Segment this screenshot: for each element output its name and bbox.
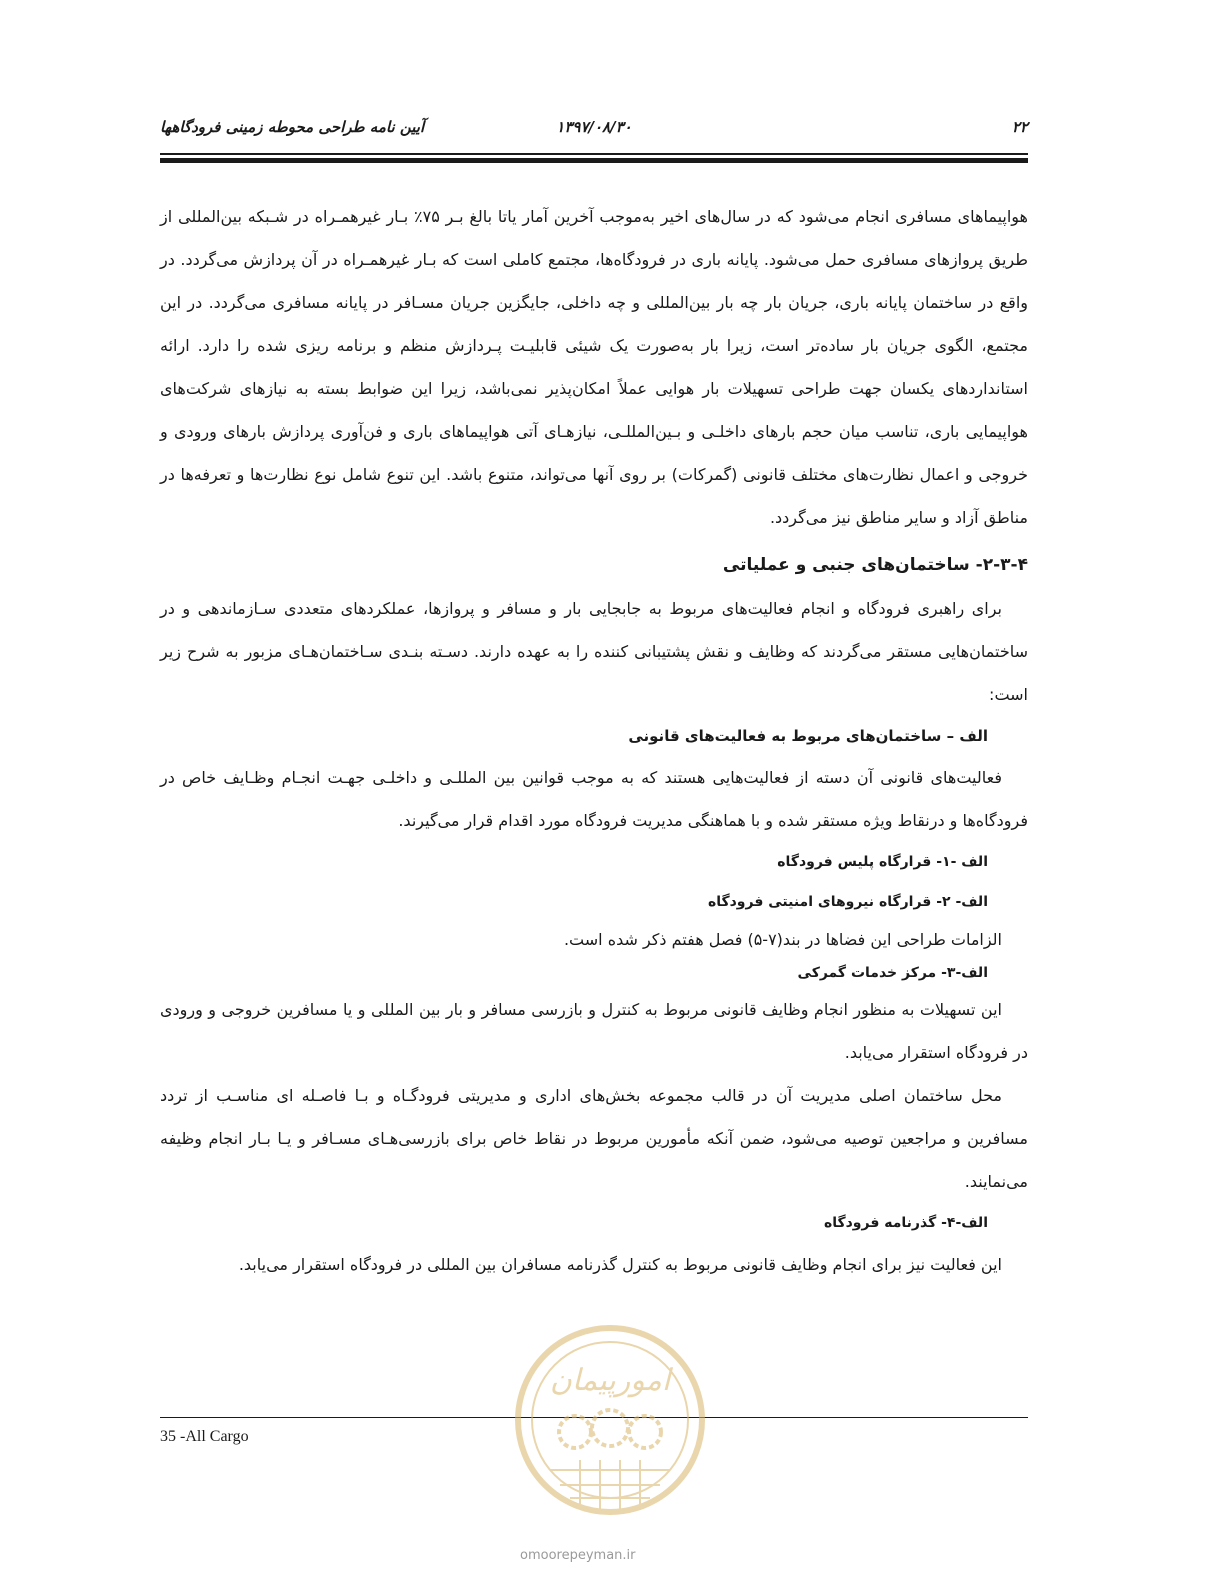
watermark-logo-text: امورپیمان <box>549 1363 671 1398</box>
note-design-requirements: الزامات طراحی این فضاها در بند(۷-۵) فصل هفتم ذکر شده است. <box>563 930 1002 949</box>
item-police-station: الف -۱- قرارگاه پلیس فرودگاه <box>777 854 988 870</box>
item-security-forces: الف- ۲- قرارگاه نیروهای امنیتی فرودگاه <box>707 894 988 910</box>
document-page <box>160 0 1028 1584</box>
paragraph-cargo-terminal: هواپیماهای مسافری انجام می‌شود که در سال‌های اخیر به‌موجب آخرین آمار یاتا بالغ بـر ۷۵٪ بـار غیرهمـراه در شـبکه بین‌المللی از طریق پروازهای مسافری حمل می‌شود. پایانه باری در فرودگاه‌ها، مجتمع کاملی است که بـار غیرهمـراه در آن پردازش می‌گردد. در واقع در ساختمان پایانه باری، جریان بار چه بار بین‌المللی و چه داخلی، جایگزین جریان مسـافر در پایانه مسافری می‌گردد. در این مجتمع، الگوی جریان بار ساده‌تر است، زیرا بار به‌صورت یک شیئی قابلیـت پـردازش منظم و برنامه ریزی شده را دارد. ارائه استانداردهای یکسان جهت طراحی تسهیلات بار هوایی عملاً امکان‌پذیر نمی‌باشد، زیرا این ضوابط بسته به نیازهای شرکت‌های هواپیمایی باری، تناسب میان حجم بارهای داخلـی و بـین‌المللـی، نیازهـای آتی هواپیماهای باری و فن‌آوری پردازش بارهای ورودی و خروجی و اعمال نظارت‌های مختلف قانونی (گمرکات) بر روی آنها می‌تواند، متنوع باشد. این تنوع شامل نوع نظارت‌ها و تعرفه‌ها در مناطق آزاد و سایر مناطق نیز می‌گردد. <box>160 207 1028 527</box>
item-airport-passport: الف-۴- گذرنامه فرودگاه <box>823 1215 988 1231</box>
header-date: ۱۳۹۷/۰۸/۳۰ <box>556 118 632 136</box>
page-number: ۲۲ <box>1011 118 1028 136</box>
watermark-url: omoorepeyman.ir <box>520 1548 636 1563</box>
paragraph-passport-control: این فعالیت نیز برای انجام وظایف قانونی مربوط به کنترل گذرنامه مسافران بین المللی در فرودگاه استقرار می‌یابد. <box>238 1255 1002 1274</box>
paragraph-support-buildings: برای راهبری فرودگاه و انجام فعالیت‌های مربوط به جابجایی بار و مسافر و پروازها، عملکردهای متعددی سـازماندهی و در ساختمان‌هایی مستقر می‌گردند که وظایف و نقش پشتیبانی کننده را به عهده دارند. دسـته بنـدی سـاختمان‌هـای مزبور به شرح زیر است: <box>160 599 1028 704</box>
header-rule-thick <box>160 158 1028 163</box>
watermark-seal-icon <box>510 1320 710 1520</box>
item-customs-center: الف-۳- مرکز خدمات گمرکی <box>797 965 988 981</box>
paragraph-legal-activities: فعالیت‌های قانونی آن دسته از فعالیت‌هایی هستند که به موجب قوانین بین المللـی و داخلـی جهـت انجـام وظـایف خاص در فرودگاه‌ها و درنقاط ویژه مستقر شده و با هماهنگی مدیریت فرودگاه مورد اقدام قرار می‌گیرند. <box>160 768 1028 830</box>
page-body <box>160 195 1028 1286</box>
section-heading: ۲-۳-۴- ساختمان‌های جنبی و عملیاتی <box>722 555 1028 575</box>
header-rule-thin <box>160 153 1028 155</box>
paragraph-customs-facilities: این تسهیلات به منظور انجام وظایف قانونی مربوط به کنترل و بازرسی مسافر و بار بین المللی و یا مسافرین خروجی و ورودی در فرودگاه استقرار می‌یابد. <box>160 1000 1028 1062</box>
header-title: آیین نامه طراحی محوطه زمینی فرودگاهها <box>160 118 425 136</box>
paragraph-customs-location: محل ساختمان اصلی مدیریت آن در قالب مجموعه بخش‌های اداری و مدیریتی فرودگـاه و بـا فاصـله ای مناسـب از تردد مسافرین و مراجعین توصیه می‌شود، ضمن آنکه مأمورین مربوط در نقاط خاص برای بازرسی‌هـای مسـافر و یـا بـار انجام وظیفه می‌نمایند. <box>160 1086 1028 1191</box>
subheading-legal-buildings: الف – ساختمان‌های مربوط به فعالیت‌های قانونی <box>628 727 988 745</box>
running-header <box>160 118 1028 148</box>
footnote: 35 -All Cargo <box>160 1428 249 1445</box>
